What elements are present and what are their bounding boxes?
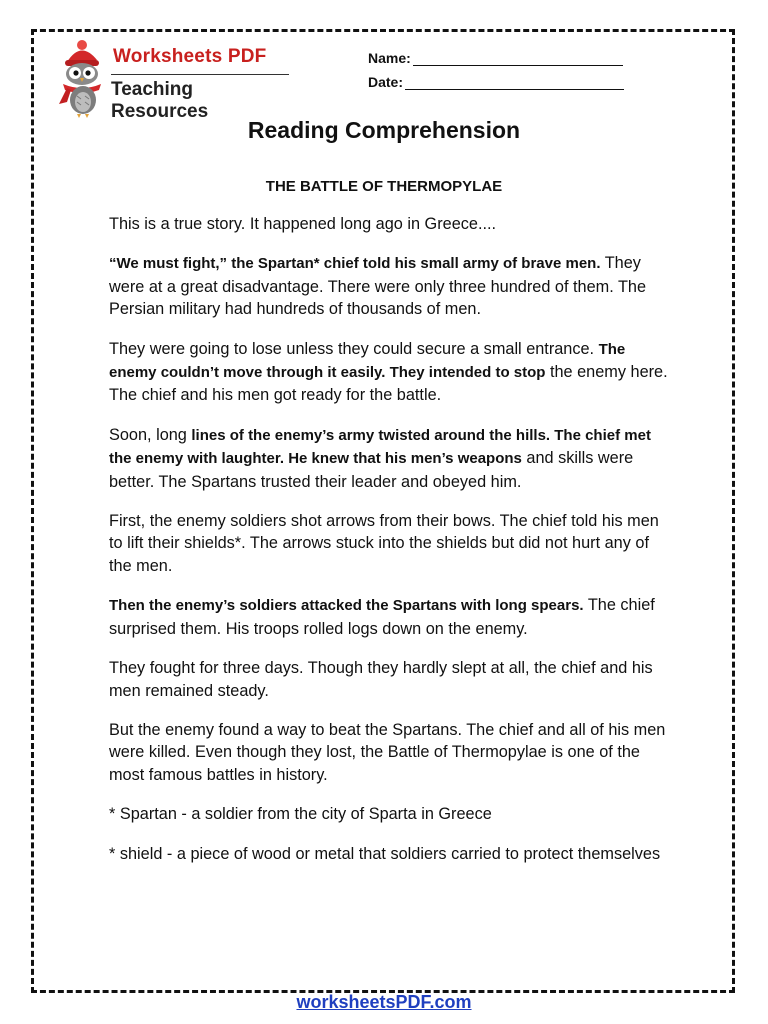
page-title: Reading Comprehension xyxy=(247,117,521,143)
paragraph-6-bold: Then the enemy’s soldiers attacked the Spartans with long spears. xyxy=(109,597,584,615)
paragraph-4-bold: lines of the enemy’s army twisted around the hills. The chief met the enemy with laughter. He knew that his men’s weapons xyxy=(109,426,651,468)
paragraph-5: First, the enemy soldiers shot arrows from their bows. The chief told his men to lift their shields*. The arrows stuck into the shields but did not hurt any of the men. xyxy=(109,512,659,575)
owl-mascot-icon xyxy=(55,38,111,120)
paragraph-6-text: The chief surprised them. His troops rolled logs down on the enemy. xyxy=(109,596,655,638)
story-body xyxy=(109,213,669,882)
student-info-fields xyxy=(368,44,624,92)
footnote-shield: * shield - a piece of wood or metal that soldiers carried to protect themselves xyxy=(109,844,661,863)
paragraph-4 xyxy=(109,424,669,493)
logo-subtitle: Teaching Resources xyxy=(111,79,209,122)
name-field[interactable] xyxy=(368,44,624,66)
paragraph-2-text: They were at a great disadvantage. There were only three hundred of them. The Persian military had hundreds of thousands of men. xyxy=(109,254,647,319)
story-title: THE BATTLE OF THERMOPYLAE xyxy=(265,178,503,195)
date-blank-line xyxy=(405,75,624,90)
paragraph-3-text-a: They were going to lose unless they could secure a small entrance. xyxy=(109,339,599,358)
footnote-spartan: * Spartan - a soldier from the city of Sparta in Greece xyxy=(109,805,492,824)
paragraph-2-bold: “We must fight,” the Spartan* chief told his small army of brave men. xyxy=(109,255,601,273)
date-label: Date: xyxy=(368,74,404,90)
paragraph-3-text-b: the enemy here. The chief and his men got ready for the battle. xyxy=(109,363,668,405)
paragraph-2 xyxy=(109,252,669,320)
paragraph-7: They fought for three days. Though they hardly slept at all, the chief and his men remained steady. xyxy=(109,659,653,700)
logo-divider xyxy=(111,74,289,75)
paragraph-4-text-b: and skills were better. The Spartans trusted their leader and obeyed him. xyxy=(109,449,634,491)
logo xyxy=(55,38,295,120)
date-field[interactable] xyxy=(368,68,624,90)
paragraph-4-text-a: Soon, long xyxy=(109,425,192,444)
paragraph-3-bold: The enemy couldn’t move through it easily. They intended to stop xyxy=(109,340,626,382)
paragraph-8: But the enemy found a way to beat the Spartans. The chief and all of his men were killed. Even though they lost, the Battle of Thermopylae is one of the most famous battles in history. xyxy=(109,720,666,784)
footer-link[interactable]: worksheetsPDF.com xyxy=(296,992,472,1012)
paragraph-1: This is a true story. It happened long ago in Greece.... xyxy=(109,215,497,233)
paragraph-6 xyxy=(109,594,669,640)
paragraph-3 xyxy=(109,338,669,407)
name-blank-line xyxy=(413,51,623,66)
logo-title: Worksheets PDF xyxy=(113,46,267,67)
name-label: Name: xyxy=(368,50,411,66)
